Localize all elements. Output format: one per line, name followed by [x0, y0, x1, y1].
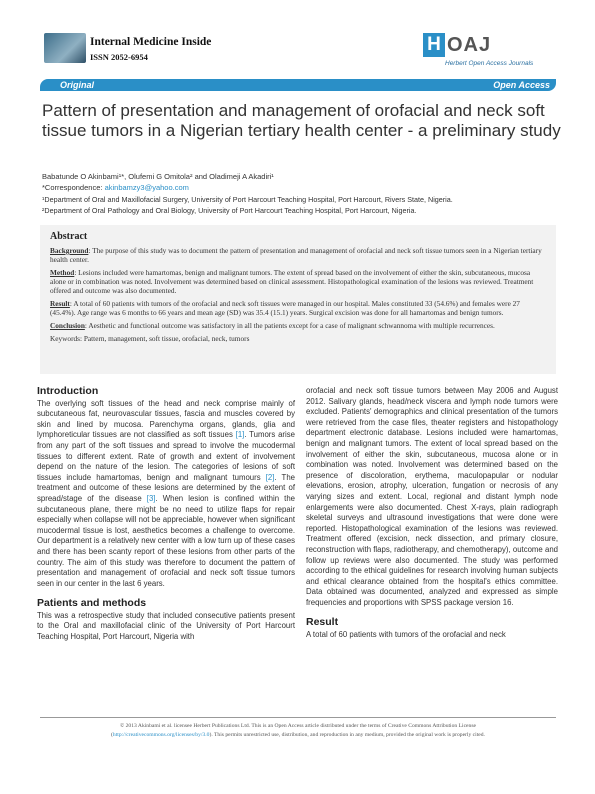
abstract-keywords: Keywords: Pattern, management, soft tissue, orofacial, neck, tumors — [50, 334, 250, 343]
journal-name: Internal Medicine Inside — [90, 36, 212, 48]
publisher-tagline: Herbert Open Access Journals — [445, 60, 534, 67]
reference-link-1[interactable]: [1] — [235, 430, 245, 440]
methods-paragraph-start: This was a retrospective study that included consecutive patients present to the Oral and maxillofacial clinic of the University of Port Harcourt Teaching Hospital, Port Harcourt, Nigeria with — [37, 610, 295, 642]
license-line-2: (http://creativecommons.org/licenses/by/3.0). This permits unrestricted use, distribution, and reproduction in any medium, provided the original work is properly cited. — [111, 731, 485, 738]
article-type-label: Original — [60, 80, 95, 90]
footer-divider — [40, 717, 556, 718]
license-line-1: © 2013 Akinbami et al. licensee Herbert Publications Ltd. This is an Open Access article distributed under the terms of Creative Commons Attribution License — [119, 723, 476, 729]
methods-heading: Patients and methods — [37, 597, 147, 610]
left-column — [37, 386, 295, 652]
author-list: Babatunde O Akinbami¹*, Olufemi G Omitola² and Oladimeji A Akadiri¹ — [42, 172, 274, 181]
abstract-background: Background: The purpose of this study was to document the pattern of presentation and management of orofacial and neck soft tissue tumors seen in a Nigerian tertiary health center. — [50, 246, 542, 264]
affiliation-1: ¹Department of Oral and Maxillofacial Surgery, University of Port Harcourt Teaching Hospital, Port Harcourt, Rivers State, Nigeria. — [42, 195, 453, 204]
journal-issn: ISSN 2052-6954 — [90, 52, 148, 62]
reference-link-2[interactable]: [2] — [265, 472, 275, 482]
publisher-logo-icon: H — [423, 33, 445, 57]
abstract-heading: Abstract — [50, 231, 88, 242]
license-link[interactable]: http://creativecommons.org/licenses/by/3.0 — [112, 731, 210, 738]
affiliation-2: ²Department of Oral Pathology and Oral Biology, University of Port Harcourt Teaching Hospital, Port Harcourt, Nigeria. — [42, 206, 417, 215]
result-heading: Result — [306, 616, 339, 629]
publisher-logo-text: OAJ — [447, 34, 492, 56]
open-access-label: Open Access — [493, 80, 550, 90]
right-column — [306, 386, 558, 650]
abstract-result: Result: A total of 60 patients with tumors of the orofacial and neck soft tissues were managed in our hospital. Males constituted 33 (54.6%) and females were 27 (45.4%). Age range was 6 months to 66 years and mean age (SD) was 35.4 (15.1) years. Surgical excision was done for all hamartomas and benign tumors. — [50, 299, 520, 317]
journal-logo — [44, 33, 86, 63]
correspondence-email-link[interactable]: akinbamzy3@yahoo.com — [104, 183, 189, 192]
license-footer — [40, 722, 556, 739]
abstract-conclusion: Conclusion: Aesthetic and functional outcome was satisfactory in all the patients except for a case of malignant schwannoma with multiple recurrences. — [50, 321, 495, 330]
methods-paragraph-continued: orofacial and neck soft tissue tumors between May 2006 and August 2012. Salivary glands, head/neck viscera and lymph node tumors were excluded. Patients' demographics and clinical presentation of the tumors were retrieved from the case files, theater registers and histopathology department electronic database. Lesions included were hamartomas, benign and malignant tumors. The extent of local spread based on the involvement of either the skin, subcutaneous, mucosa alone or in combination was noted. Involvement was determined based on the presence of discoloration, erythema, maculopapular or nodular elevations, erosion, atrophy, ulceration, fungation or necrosis of any varying sizes and extent. Local, regional and distant lymph node enlargements were also documented. Chest X-rays, plain radiograph skeletal surveys and ultrasound investigations that were done were reported. Histopathological examination of the lesions was reviewed. Treatment offered (excision, neck dissection, and primary closure, reconstruction with flaps, radiotherapy, and chemotherapy), outcome and follow up reviews were also documented. The study was performed according to the ethical guidelines for research involving human subjects and ethical clearance obtained from the hospital's ethics committee. Data obtained was documented, analyzed and expressed as simple frequencies and proportions with SPSS package version 16. — [306, 386, 558, 607]
article-type-banner — [40, 79, 556, 91]
article-title: Pattern of presentation and management of orofacial and neck soft tissue tumors in a Nigerian tertiary health center - a preliminary study — [42, 101, 561, 140]
abstract-method: Method: Lesions included were hamartomas, benign and malignant tumors. The extent of spread based on the involvement of either the skin, subcutaneous, mucosa alone or in combination was noted. Involvement was determined based on clinical assessment. Histopathological examination of the lesions was reviewed. Treatment offered and outcome was also documented. — [50, 268, 534, 295]
result-paragraph: A total of 60 patients with tumors of the orofacial and neck — [306, 630, 506, 640]
abstract-box — [40, 225, 556, 374]
correspondence — [42, 183, 562, 192]
reference-link-3[interactable]: [3] — [146, 493, 156, 503]
introduction-paragraph: The overlying soft tissues of the head and neck comprise mainly of subcutaneous fat, neurovascular tissues, fascia and muscles covered by skin and lined by mucosa. Parenchyma organs, glands, glia and lymphoreticular tissues are not classified as soft tissues [1]. Tumors arise from any part of the soft tissues and spread to involve the mucodermal tissues to different extent. Rate of growth and extent of involvement depend on the nature of the lesion. The categories of lesions of soft tissues include hamartomas, benign and malignant tumours [2]. The treatment and outcome of these lesions are determined by the extent of spread/stage of the disease [3]. When lesion is confined within the subcutaneous plane, there might be no need to utilize flaps for repair especially when collapse will not be appreciable, however when significant mucodermal tissue is lost, aesthetics becomes a challenge to overcome. Our department is a relatively new center with a low turn up of these cases and there has been scanty report of these lesions from other parts of the country. The aim of this study was therefore to document the pattern of presentation and management of orofacial and neck soft tissue tumors seen in our center in the last 6 years. — [37, 398, 295, 588]
introduction-heading: Introduction — [37, 385, 99, 397]
correspondence-label: *Correspondence: — [42, 183, 103, 192]
